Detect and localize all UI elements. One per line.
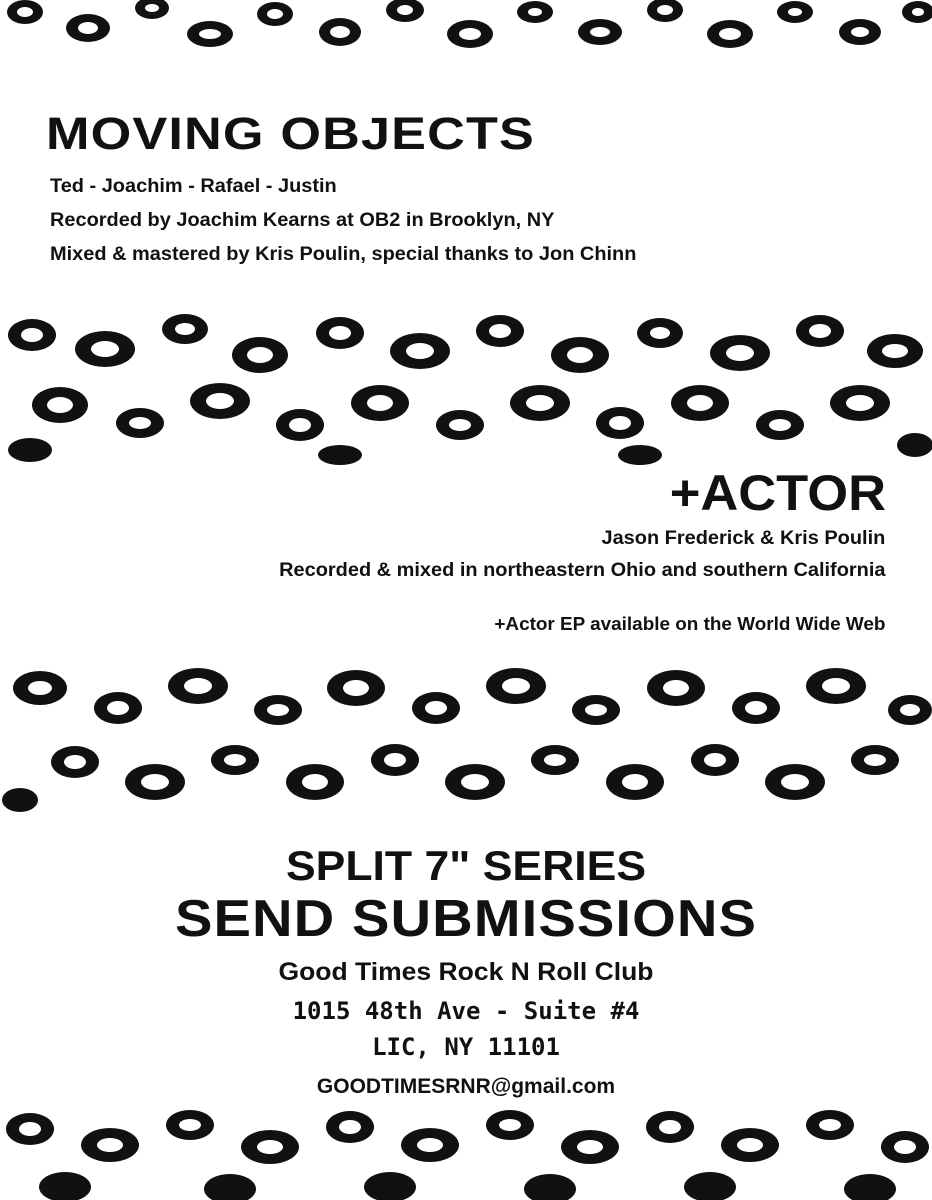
send-submissions-heading: SEND SUBMISSIONS — [174, 890, 758, 948]
moving-objects-mixing-credit: Mixed & mastered by Kris Poulin, special thanks to Jon Chinn — [50, 244, 637, 265]
club-address: 1015 48th Ave - Suite #4 — [292, 997, 640, 1025]
moving-objects-recording-credit: Recorded by Joachim Kearns at OB2 in Brooklyn, NY — [50, 210, 555, 231]
leopard-band-middle — [0, 305, 932, 465]
split-series-heading: SPLIT 7" SERIES — [285, 842, 647, 889]
actor-ep-availability: +Actor EP available on the World Wide Web — [493, 614, 885, 634]
leopard-band-bottom — [0, 1105, 932, 1200]
moving-objects-members: Ted - Joachim - Rafael - Justin — [50, 176, 337, 197]
leopard-pattern-icon — [0, 660, 932, 820]
actor-recording-credit: Recorded & mixed in northeastern Ohio and southern California — [278, 560, 885, 581]
club-city: LIC, NY 11101 — [372, 1033, 560, 1061]
leopard-pattern-icon — [0, 1105, 932, 1200]
actor-members: Jason Frederick & Kris Poulin — [601, 528, 885, 549]
actor-title: +ACTOR — [669, 465, 886, 521]
contact-email: GOODTIMESRNR@gmail.com — [316, 1075, 616, 1098]
leopard-band-lower — [0, 660, 932, 820]
leopard-pattern-icon — [0, 305, 932, 465]
club-name: Good Times Rock N Roll Club — [278, 958, 654, 986]
moving-objects-title: MOVING OBJECTS — [46, 108, 536, 159]
leopard-pattern-icon — [0, 0, 932, 60]
leopard-band-top — [0, 0, 932, 60]
